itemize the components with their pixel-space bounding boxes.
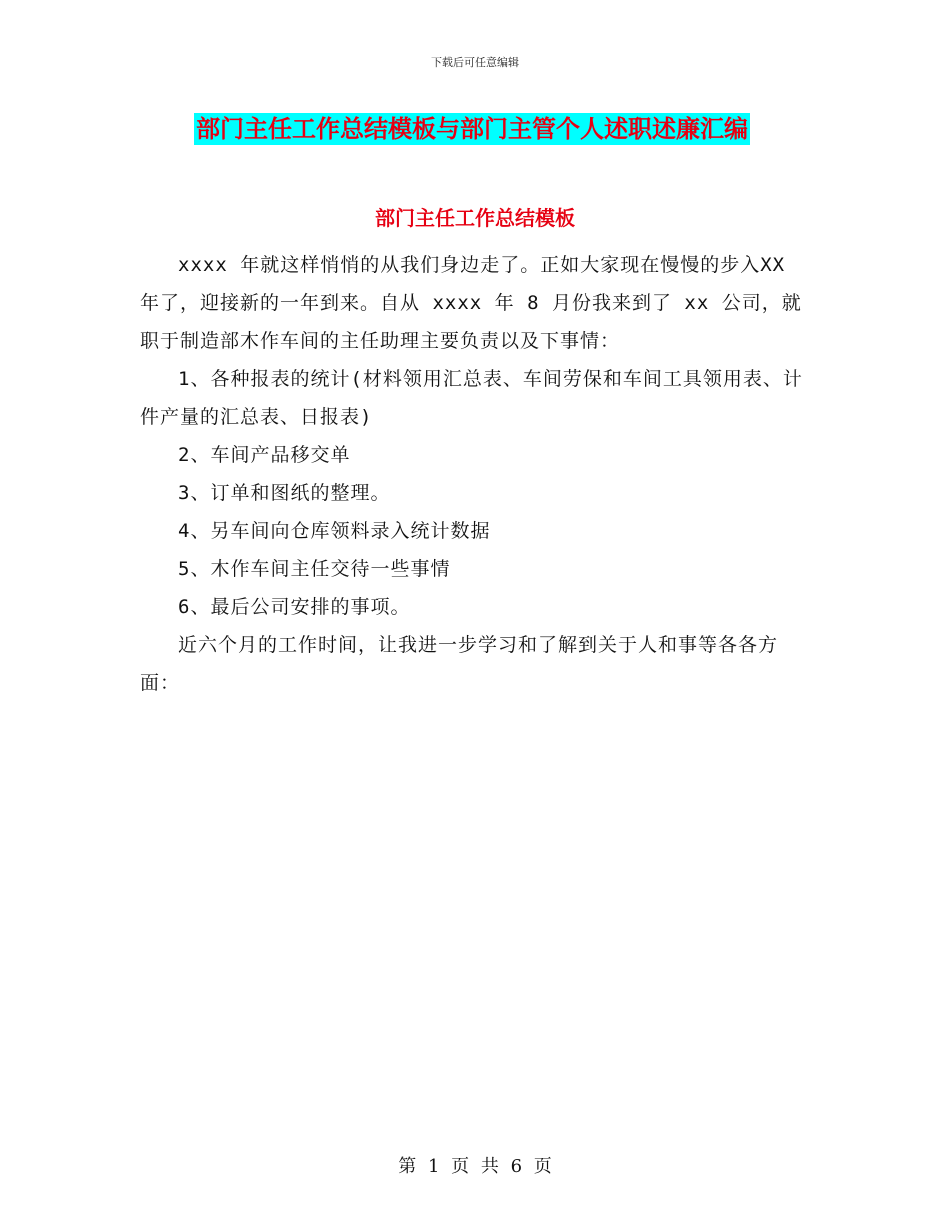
list-item: 4、另车间向仓库领料录入统计数据 [178, 520, 491, 542]
document-body [140, 246, 810, 702]
page-footer: 第 1 页 共 6 页 [398, 1156, 552, 1177]
intro-paragraph: xxxx 年就这样悄悄的从我们身边走了。正如大家现在慢慢的步入XX 年了，迎接新的一年到来。自从 xxxx 年 8 月份我来到了 xx 公司，就职于制造部木作车间的主任助理主要负责以及下事情： [140, 254, 802, 352]
list-item: 5、木作车间主任交待一些事情 [178, 558, 451, 580]
closing-paragraph: 近六个月的工作时间，让我进一步学习和了解到关于人和事等各各方面： [140, 634, 779, 694]
list-item: 3、订单和图纸的整理。 [178, 482, 391, 504]
list-item: 6、最后公司安排的事项。 [178, 596, 411, 618]
section-title: 部门主任工作总结模板 [375, 206, 575, 230]
page-header-note: 下载后可任意编辑 [431, 56, 519, 69]
list-item: 1、各种报表的统计(材料领用汇总表、车间劳保和车间工具领用表、计件产量的汇总表、日报表) [140, 368, 803, 428]
list-item: 2、车间产品移交单 [178, 444, 351, 466]
document-title: 部门主任工作总结模板与部门主管个人述职述廉汇编 [196, 115, 748, 143]
